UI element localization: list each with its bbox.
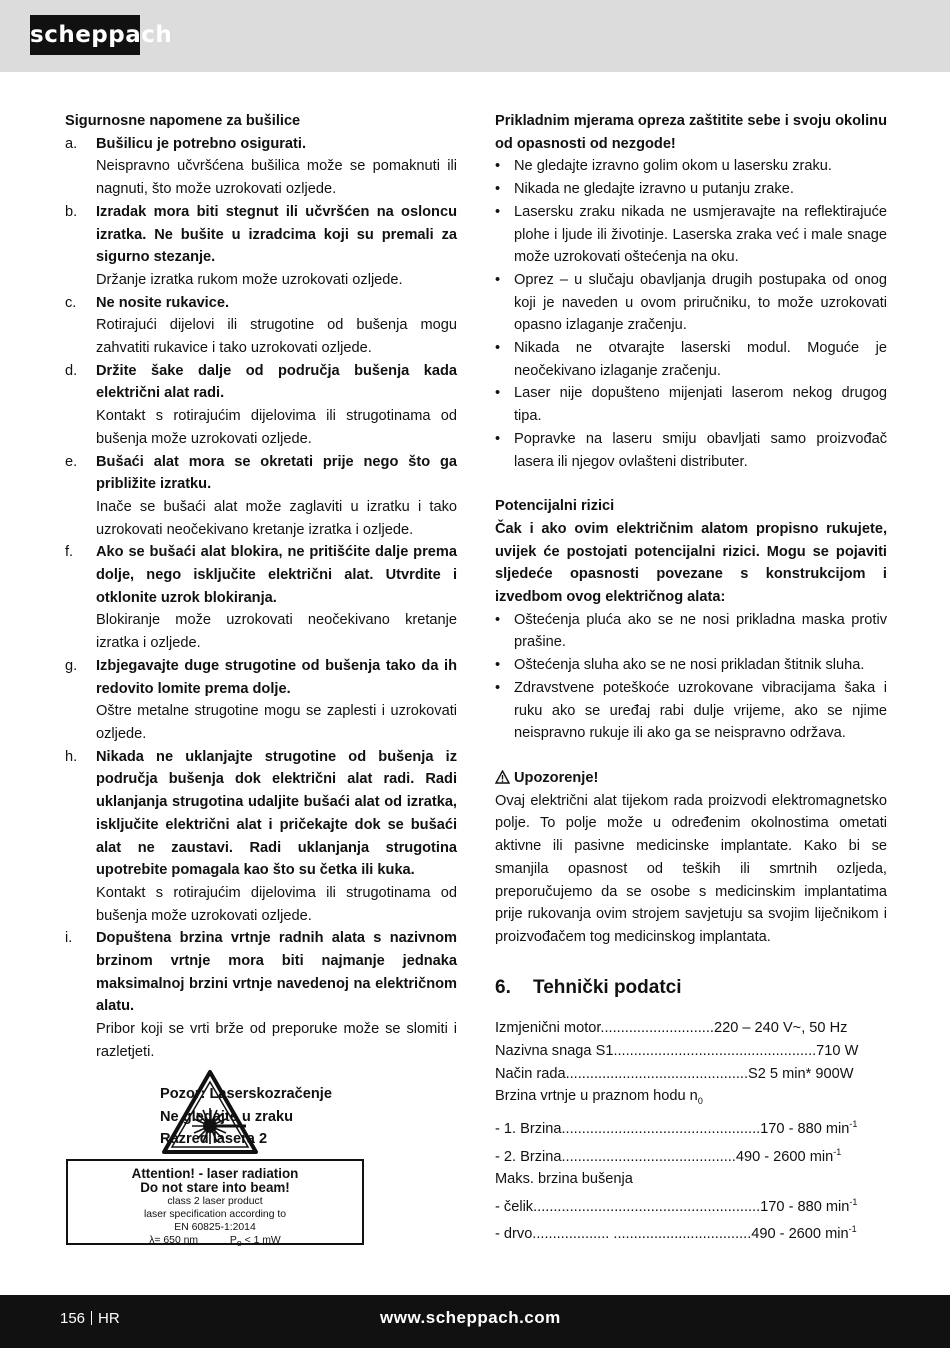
spec-idle-sub: 0 — [697, 1096, 703, 1107]
header-bar — [0, 0, 950, 72]
laser-power-value: < 1 mW — [244, 1235, 281, 1246]
item-label: h. — [65, 748, 78, 765]
risk-item — [495, 654, 887, 677]
safety-item — [65, 655, 457, 746]
item-explanation: Držanje izratka rukom može uzrokovati ozljede. — [96, 271, 403, 288]
safety-item — [65, 746, 457, 928]
footer-url: www.scheppach.com — [380, 1308, 561, 1327]
item-label: b. — [65, 203, 78, 220]
warning-triangle-icon — [495, 770, 510, 784]
brand-logo: scheppach — [30, 15, 140, 55]
item-explanation: Neispravno učvršćena bušilica može se pomaknuti ili nagnuti, što može uzrokovati ozljede. — [96, 158, 457, 198]
spec-speed1-text: - 1. Brzina.................................................170 - 880 min — [495, 1120, 850, 1137]
laser-warning-line: Ne gledajte u zraku — [160, 1108, 294, 1125]
drill-safety-heading: Sigurnosne napomene za bušilice — [65, 113, 301, 129]
bullet-dot: • — [495, 271, 501, 288]
bullet-dot: • — [495, 158, 501, 175]
bullet-item — [495, 201, 887, 269]
bullet-dot: • — [495, 679, 501, 696]
risk-text: Zdravstvene poteškoće uzrokovane vibracijama šaka i ruku ako se uređaj rabi dulje vrijeme, ako se njime neispravno rukuje ili ako ga se neispravno održava. — [514, 679, 887, 742]
safety-item — [65, 541, 457, 655]
section-title: Tehnički podatci — [533, 976, 682, 998]
safety-item — [65, 201, 457, 292]
bullet-dot: • — [495, 385, 501, 402]
page-num: 156 — [60, 1310, 86, 1327]
spec-power: Nazivna snaga S1..................................................710 W — [495, 1043, 859, 1060]
bullet-dot: • — [495, 611, 501, 628]
laser-label — [66, 1159, 364, 1249]
item-instruction: Ako se bušaći alat blokira, ne pritišćite dalje prema dolje, nego isključite električni alat. Utvrdite i otklonite uzrok blokiranja. — [96, 544, 457, 606]
laser-label-values: λ= 650 nm $P_o < 1$ mW — [149, 1235, 281, 1249]
laser-label-class: class 2 laser product — [167, 1196, 263, 1207]
item-explanation: Oštre metalne strugotine mogu se zaplesti i uzrokovati ozljede. — [96, 703, 457, 742]
bullet-text: Lasersku zraku nikada ne usmjeravajte na reflektirajuće plohe i ljude ili životinje. Laserska zraka već i male snage može uzrokovati oštećenja na oku. — [514, 203, 887, 266]
item-label: c. — [65, 294, 77, 311]
bullet-text: Oprez – u slučaju obavljanja drugih postupaka od onog koji je naveden u ovom priručniku, to može uzrokovati opasno izlaganje zračenju. — [514, 271, 887, 334]
bullet-text: Popravke na laseru smiju obavljati samo proizvođač lasera ili njegov ovlašteni distributer. — [514, 430, 887, 470]
drill-safety-list — [65, 133, 457, 1064]
bullet-dot: • — [495, 203, 501, 220]
laser-warning-line: Razred lasera 2 — [160, 1131, 268, 1148]
bullet-dot: • — [495, 340, 501, 357]
bullet-item — [495, 428, 887, 473]
laser-warning-line: Pozor: Laserskozračenje — [160, 1086, 332, 1102]
spec-idle-speed — [495, 1085, 887, 1113]
bullet-text: Nikada ne gledajte izravno u putanju zrake. — [514, 181, 794, 198]
bullet-dot: • — [495, 181, 501, 198]
spec-wood — [495, 1218, 887, 1246]
warning-text: Ovaj električni alat tijekom rada proizvodi elektromagnetsko polje. To polje može u određenim okolnostima ometati aktivne ili pasivne medicinske implantate. Kako bi se smanjila opasnost od teških ili smrtnih ozljeda, preporučujemo da se osobe s medicinskim implantatima prije rukovanja ovim strojem savjetuju sa svojim liječnikom i proizvođačem tog medicinskog implantata. — [495, 792, 887, 945]
laser-label-spec: laser specification according to — [143, 1209, 287, 1220]
right-column — [495, 110, 887, 1246]
item-instruction: Ne nosite rukavice. — [96, 294, 230, 311]
bullet-text: Ne gledajte izravno golim okom u lasersku zraku. — [514, 158, 832, 175]
section-heading — [495, 977, 887, 1000]
protect-heading: Prikladnim mjerama opreza zaštitite sebe i svoju okolinu od opasnosti od nezgode! — [495, 113, 887, 152]
spec-idle-label: Brzina vrtnje u praznom hodu n — [495, 1088, 698, 1105]
bullet-item — [495, 382, 887, 427]
item-explanation: Pribor koji se vrti brže od preporuke može se slomiti i razletjeti. — [96, 1021, 457, 1060]
section-number: 6. — [495, 976, 511, 998]
item-instruction: Izbjegavajte duge strugotine od bušenja tako da ih redovito lomite prema dolje. — [96, 657, 457, 697]
laser-label-attention: Attention! - laser radiation — [131, 1166, 299, 1181]
item-label: a. — [65, 135, 78, 152]
spec-steel-text: - čelik........................................................170 - 880 min — [495, 1198, 850, 1215]
spec-motor: Izmjenični motor............................220 – 240 V~, 50 Hz — [495, 1020, 848, 1037]
safety-item — [65, 133, 457, 201]
item-instruction: Nikada ne uklanjajte strugotine od bušenja iz područja bušenja dok električni alat radi. Radi uklanjanja strugotina udaljite bušaći alat od izratka, isključite električni alat i pričekajte dok se bušaći alat ne zaustavi. Radi uklanjanja strugotina upotrebite pomagala kao što su četka ili kuka. — [96, 748, 457, 879]
bullet-item — [495, 155, 887, 178]
bullet-dot: • — [495, 430, 501, 447]
laser-warning-text — [160, 1083, 332, 1151]
item-explanation: Kontakt s rotirajućim dijelovima ili strugotinama od bušenja može uzrokovati ozljede. — [96, 408, 457, 447]
item-label: g. — [65, 657, 78, 674]
laser-label-standard: EN 60825-1:2014 — [174, 1222, 256, 1233]
risks-heading: Potencijalni rizici — [495, 498, 615, 515]
footer-bar — [0, 1295, 950, 1348]
item-instruction: Izradak mora biti stegnut ili učvršćen na osloncu izratka. Ne bušite u izradcima koji su premali za sigurno stezanje. — [96, 203, 457, 266]
bullet-item — [495, 337, 887, 382]
unit-sup: -1 — [849, 1119, 858, 1130]
page-lang: HR — [98, 1310, 120, 1327]
spec-wood-text: - drvo................... ..................................490 - 2600 min — [495, 1226, 849, 1243]
item-explanation: Blokiranje može uzrokovati neočekivano kretanje izratka i ozljede. — [96, 612, 457, 652]
item-instruction: Bušilicu je potrebno osigurati. — [96, 135, 307, 152]
warning-title: Upozorenje! — [514, 769, 599, 786]
safety-item — [65, 451, 457, 542]
safety-item — [65, 292, 457, 360]
left-column — [65, 110, 457, 1064]
item-label: d. — [65, 362, 78, 379]
laser-power-symbol: P — [229, 1235, 237, 1246]
item-instruction: Držite šake dalje od područja bušenja kada električni alat radi. — [96, 362, 457, 402]
spec-steel — [495, 1191, 887, 1219]
risks-intro: Čak i ako ovim električnim alatom propisno rukujete, uvijek će postojati potencijalni rizici. Mogu se pojaviti sljedeće opasnosti povezane s konstrukcijom i izvedbom ovog električnog alata: — [495, 520, 887, 606]
risk-text: Oštećenja pluća ako se ne nosi prikladna maska protiv prašine. — [514, 611, 887, 651]
item-instruction: Dopuštena brzina vrtnje radnih alata s nazivnom brzinom vrtnje mora biti najmanje jednaka maksimalnoj brzini vrtnje navedenoj na električnom alatu. — [96, 930, 457, 1015]
spec-speed2 — [495, 1141, 887, 1169]
laser-safety-list — [495, 155, 887, 473]
bullet-item — [495, 269, 887, 337]
spec-speed1 — [495, 1113, 887, 1141]
spec-speed2-text: - 2. Brzina...........................................490 - 2600 min — [495, 1148, 834, 1165]
spec-mode: Način rada.............................................S2 5 min* 900W — [495, 1065, 854, 1082]
bullet-item — [495, 178, 887, 201]
unit-sup: -1 — [833, 1146, 842, 1157]
unit-sup: -1 — [848, 1224, 857, 1235]
bullet-text: Nikada ne otvarajte laserski modul. Moguće je neočekivano izlaganje zračenju. — [514, 340, 887, 379]
item-label: f. — [65, 544, 74, 561]
bullet-dot: • — [495, 657, 501, 674]
risk-item — [495, 609, 887, 654]
tech-specs — [495, 1017, 887, 1246]
item-instruction: Bušaći alat mora se okretati prije nego što ga približite izratku. — [96, 453, 457, 493]
item-label: i. — [65, 930, 73, 947]
safety-item — [65, 927, 457, 1063]
item-explanation: Inače se bušaći alat može zaglaviti u izratku i tako uzrokovati neočekivano kretanje izratka i ozljede. — [96, 498, 457, 538]
spec-max-label: Maks. brzina bušenja — [495, 1171, 633, 1188]
item-explanation: Rotirajući dijelovi ili strugotine od bušenja mogu zahvatiti rukavice i tako uzrokovati ozljede. — [96, 317, 457, 357]
risk-item — [495, 677, 887, 745]
item-explanation: Kontakt s rotirajućim dijelovima ili strugotinama od bušenja može uzrokovati ozljede. — [96, 884, 457, 924]
page-number — [60, 1310, 120, 1327]
laser-label-stare: Do not stare into beam! — [140, 1180, 290, 1195]
laser-wavelength: λ= 650 nm — [149, 1235, 199, 1246]
item-label: e. — [65, 453, 78, 470]
safety-item — [65, 360, 457, 451]
bullet-text: Laser nije dopušteno mijenjati laserom nekog drugog tipa. — [514, 385, 887, 425]
warning-heading — [495, 767, 887, 790]
risks-list — [495, 609, 887, 745]
risk-text: Oštećenja sluha ako se ne nosi prikladan štitnik sluha. — [514, 657, 865, 674]
unit-sup: -1 — [849, 1196, 858, 1207]
